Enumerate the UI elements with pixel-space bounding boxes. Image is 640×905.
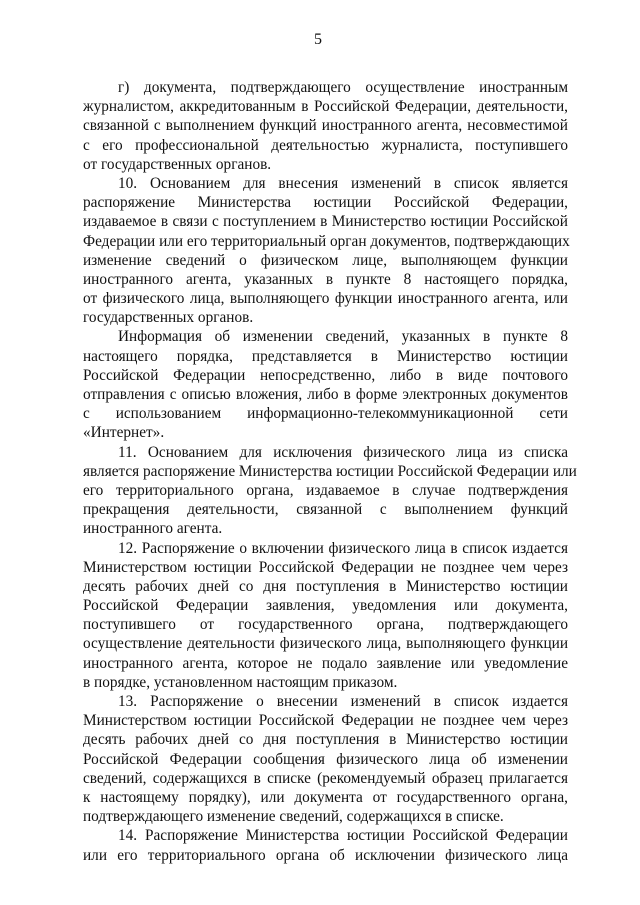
paragraph-12 xyxy=(83,539,568,693)
page-number: 5 xyxy=(314,31,322,48)
text-line: государственных органов. xyxy=(83,309,254,327)
text-line: осуществление деятельности физического лица, выполняющего функции xyxy=(83,635,568,653)
text-line: связанной с выполнением функций иностранного агента, несовместимой xyxy=(83,117,568,135)
text-line: иностранного агента. xyxy=(83,520,223,538)
text-line: является распоряжение Министерства юстиции Российской Федерации или xyxy=(83,462,577,480)
text-line: с использованием информационно-телекоммуникационной сети xyxy=(83,405,568,423)
text-line: распоряжение Министерства юстиции Российской Федерации, xyxy=(83,194,568,212)
paragraph-13 xyxy=(83,692,568,826)
text-line: г) документа, подтверждающего осуществление иностранным xyxy=(118,79,568,96)
text-line: 10. Основанием для внесения изменений в список является xyxy=(118,174,568,192)
text-line: от физического лица, выполняющего функции иностранного агента, или xyxy=(83,290,568,308)
text-line: к настоящему порядку), или документа от государственного органа, xyxy=(83,788,568,806)
text-line: сведений, содержащихся в списке (рекомендуемый образец прилагается xyxy=(83,769,568,787)
text-line: Министерством юстиции Российской Федерации не позднее чем через xyxy=(83,558,568,576)
text-line: 14. Распоряжение Министерства юстиции Российской Федерации xyxy=(118,827,568,845)
paragraph-info xyxy=(83,327,568,442)
text-line: в порядке, установленном настоящим приказом. xyxy=(83,673,398,691)
text-line: 13. Распоряжение о внесении изменений в список издается xyxy=(118,693,568,710)
text-line: от государственных органов. xyxy=(83,155,272,173)
text-line: иностранного агента, которое не подало заявление или уведомление xyxy=(83,654,568,672)
document-body xyxy=(83,78,577,865)
text-line: поступившего от государственного органа, подтверждающего xyxy=(83,616,568,634)
paragraph-14 xyxy=(83,826,568,864)
text-line: Российской Федерации заявления, уведомления или документа, xyxy=(83,597,568,615)
text-line: Российской Федерации непосредственно, либо в виде почтового xyxy=(83,366,568,384)
text-line: отправления с описью вложения, либо в форме электронных документов xyxy=(83,386,568,403)
text-line: или его территориального органа об исключении физического лица xyxy=(83,846,568,864)
text-line: настоящего порядка, представляется в Министерство юстиции xyxy=(83,347,568,365)
text-line: Министерством юстиции Российской Федерации не позднее чем через xyxy=(83,712,568,730)
text-line: Федерации или его территориальный орган документов, подтверждающих xyxy=(83,232,570,250)
text-line: 11. Основанием для исключения физического лица из списка xyxy=(118,443,568,461)
text-line: подтверждающего изменение сведений, содержащихся в списке. xyxy=(83,808,504,826)
paragraph-g xyxy=(83,78,568,174)
text-line: его территориального органа, издаваемое в случае подтверждения xyxy=(83,481,568,499)
text-line: с его профессиональной деятельностью журналиста, поступившего xyxy=(83,136,568,154)
text-line: изменение сведений о физическом лице, выполняющем функции xyxy=(83,251,568,269)
text-line: десять рабочих дней со дня поступления в Министерство юстиции xyxy=(83,731,568,749)
text-line: «Интернет». xyxy=(83,424,165,442)
text-line: десять рабочих дней со дня поступления в Министерство юстиции xyxy=(83,577,568,595)
text-line: 12. Распоряжение о включении физического лица в список издается xyxy=(118,539,568,557)
text-line: издаваемое в связи с поступлением в Министерство юстиции Российской xyxy=(83,213,568,231)
text-line: иностранного агента, указанных в пункте 8 настоящего порядка, xyxy=(83,270,568,288)
text-line: Российской Федерации сообщения физического лица об изменении xyxy=(83,750,568,768)
text-line: Информация об изменении сведений, указанных в пункте 8 xyxy=(118,328,568,346)
text-line: журналистом, аккредитованным в Российской Федерации, деятельности, xyxy=(83,98,568,116)
paragraph-10 xyxy=(83,174,568,328)
text-line: прекращения деятельности, связанной с выполнением функций xyxy=(83,501,568,519)
paragraph-11 xyxy=(83,443,577,539)
